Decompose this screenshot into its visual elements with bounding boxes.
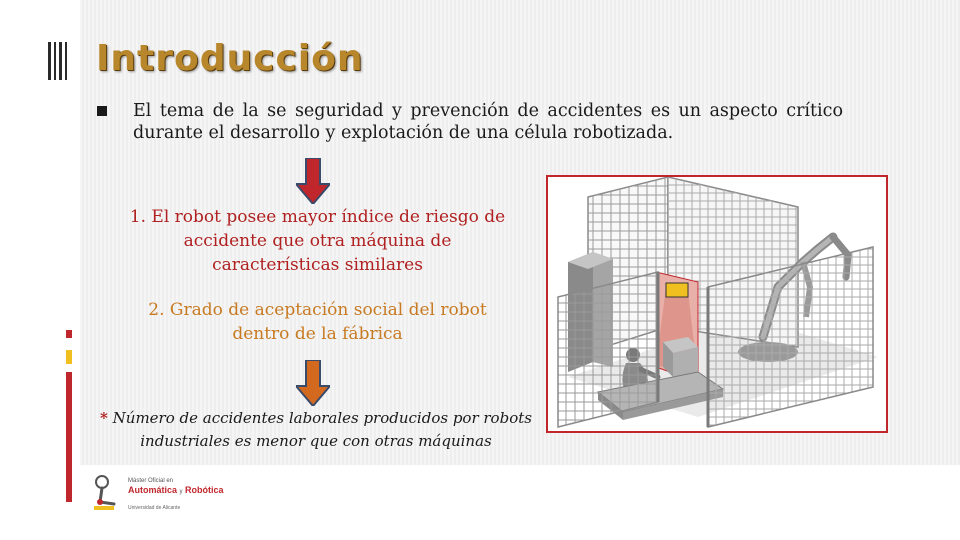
square-bullet-icon bbox=[97, 106, 107, 116]
point-1-text: 1. El robot posee mayor índice de riesgo de accidente que otra máquina de características similares bbox=[129, 207, 506, 275]
intro-text: El tema de la se seguridad y prevención de accidentes es un aspecto crítico durante el desarrollo y explotación de una célula robotizada. bbox=[133, 101, 843, 143]
logo-line-2 bbox=[128, 485, 224, 495]
point-2-text: 2. Grado de aceptación social del robot dentro de la fábrica bbox=[148, 300, 487, 344]
footnote-star: * bbox=[100, 409, 108, 427]
side-accent-bars bbox=[66, 330, 72, 502]
down-arrow-icon bbox=[296, 360, 330, 406]
university-logo bbox=[92, 472, 242, 516]
footnote bbox=[100, 407, 532, 453]
logo-line-1: Máster Oficial en bbox=[128, 478, 174, 484]
slide-title: Introducción bbox=[96, 38, 364, 79]
robot-cell-drawing bbox=[548, 177, 886, 431]
logo-line-3: Universidad de Alicante bbox=[128, 505, 181, 511]
robot-cell-illustration bbox=[546, 175, 888, 433]
logo-word-robotica: Robótica bbox=[185, 485, 224, 495]
footnote-text: Número de accidentes laborales producidos por robots industriales es menor que con otras máquinas bbox=[107, 409, 532, 450]
logo-word-y: y bbox=[179, 489, 183, 495]
down-arrow-icon bbox=[296, 158, 330, 204]
robot-arm-logo-icon bbox=[92, 474, 126, 514]
title-bars-icon bbox=[48, 42, 70, 80]
logo-word-automatica: Automática bbox=[128, 485, 178, 495]
